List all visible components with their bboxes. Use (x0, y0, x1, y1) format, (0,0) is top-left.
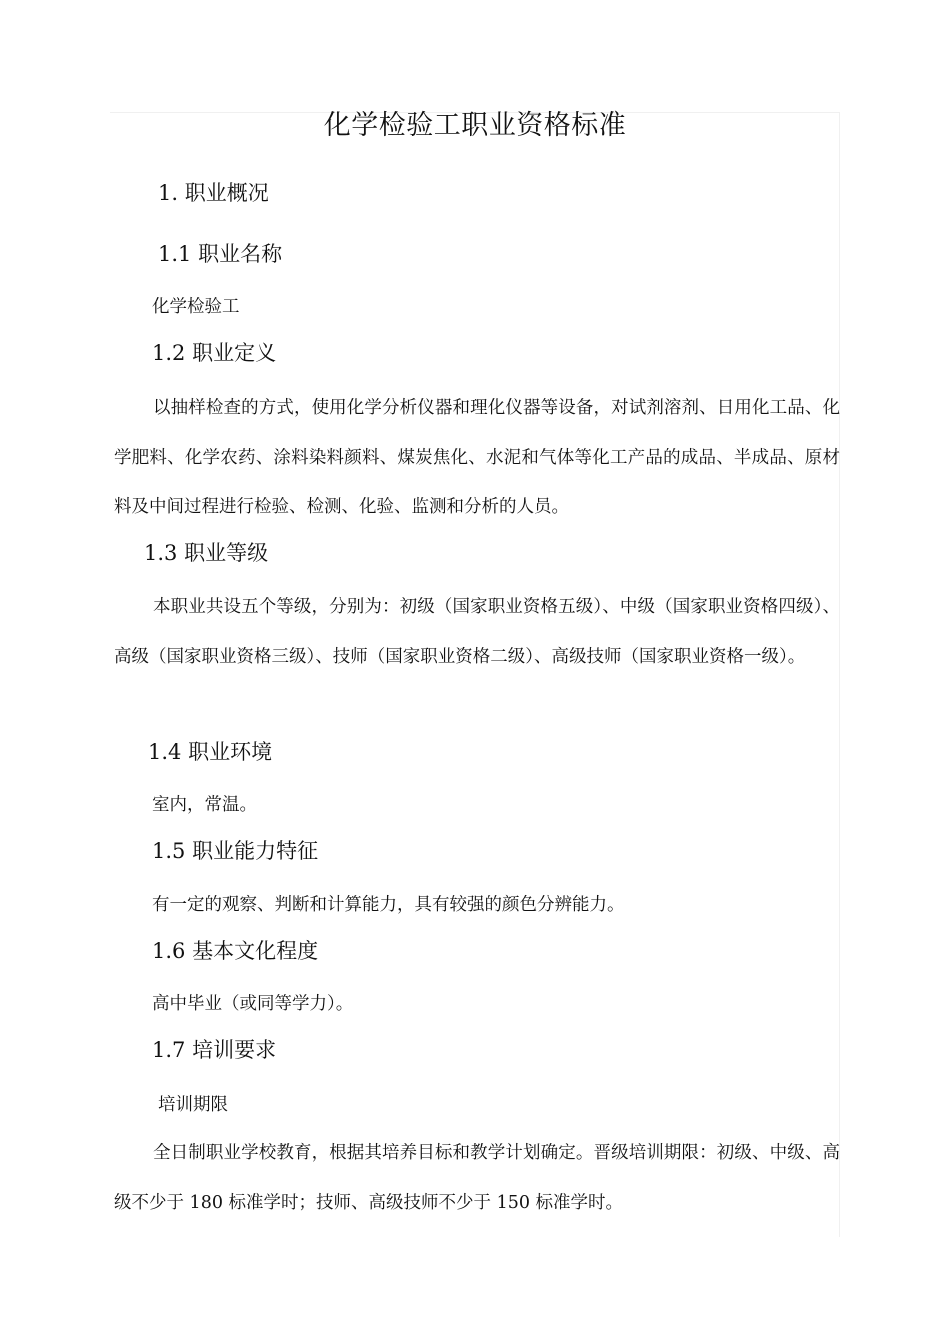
section-body-1-2: 以抽样检查的方式，使用化学分析仪器和理化仪器等设备，对试剂溶剂、日用化工品、化学肥料、化学农药、涂料染料颜料、煤炭焦化、水泥和气体等化工产品的成品、半成品、原材料及中间过程进行检验、检测、化验、监测和分析的人员。 (114, 398, 840, 517)
section-heading-1-1: 1.1 职业名称 (158, 242, 283, 266)
section-body-1-1: 化学检验工 (152, 297, 240, 317)
section-body-1-7: 全日制职业学校教育，根据其培养目标和教学计划确定。晋级培训期限：初级、中级、高级不少于 180 标准学时；技师、高级技师不少于 150 标准学时。 (114, 1143, 840, 1213)
section-heading-1-5: 1.5 职业能力特征 (152, 839, 319, 863)
section-heading-1-7: 1.7 培训要求 (152, 1038, 277, 1062)
section-body-1-3: 本职业共设五个等级，分别为：初级（国家职业资格五级）、中级（国家职业资格四级）、高级（国家职业资格三级）、技师（国家职业资格二级）、高级技师（国家职业资格一级）。 (114, 597, 840, 667)
document-title: 化学检验工职业资格标准 (323, 110, 627, 141)
section-heading-1-2: 1.2 职业定义 (152, 341, 277, 365)
section-body-1-5: 有一定的观察、判断和计算能力，具有较强的颜色分辨能力。 (152, 895, 625, 915)
section-heading-1-4: 1.4 职业环境 (148, 740, 273, 764)
section-body-1-4: 室内，常温。 (152, 795, 257, 815)
section-subheading-training-period: 培训期限 (158, 1095, 228, 1115)
section-body-1-6: 高中毕业（或同等学力）。 (152, 994, 354, 1014)
section-heading-1-6: 1.6 基本文化程度 (152, 939, 319, 963)
section-heading-1-3: 1.3 职业等级 (144, 541, 269, 565)
section-heading-1: 1. 职业概况 (158, 181, 269, 205)
